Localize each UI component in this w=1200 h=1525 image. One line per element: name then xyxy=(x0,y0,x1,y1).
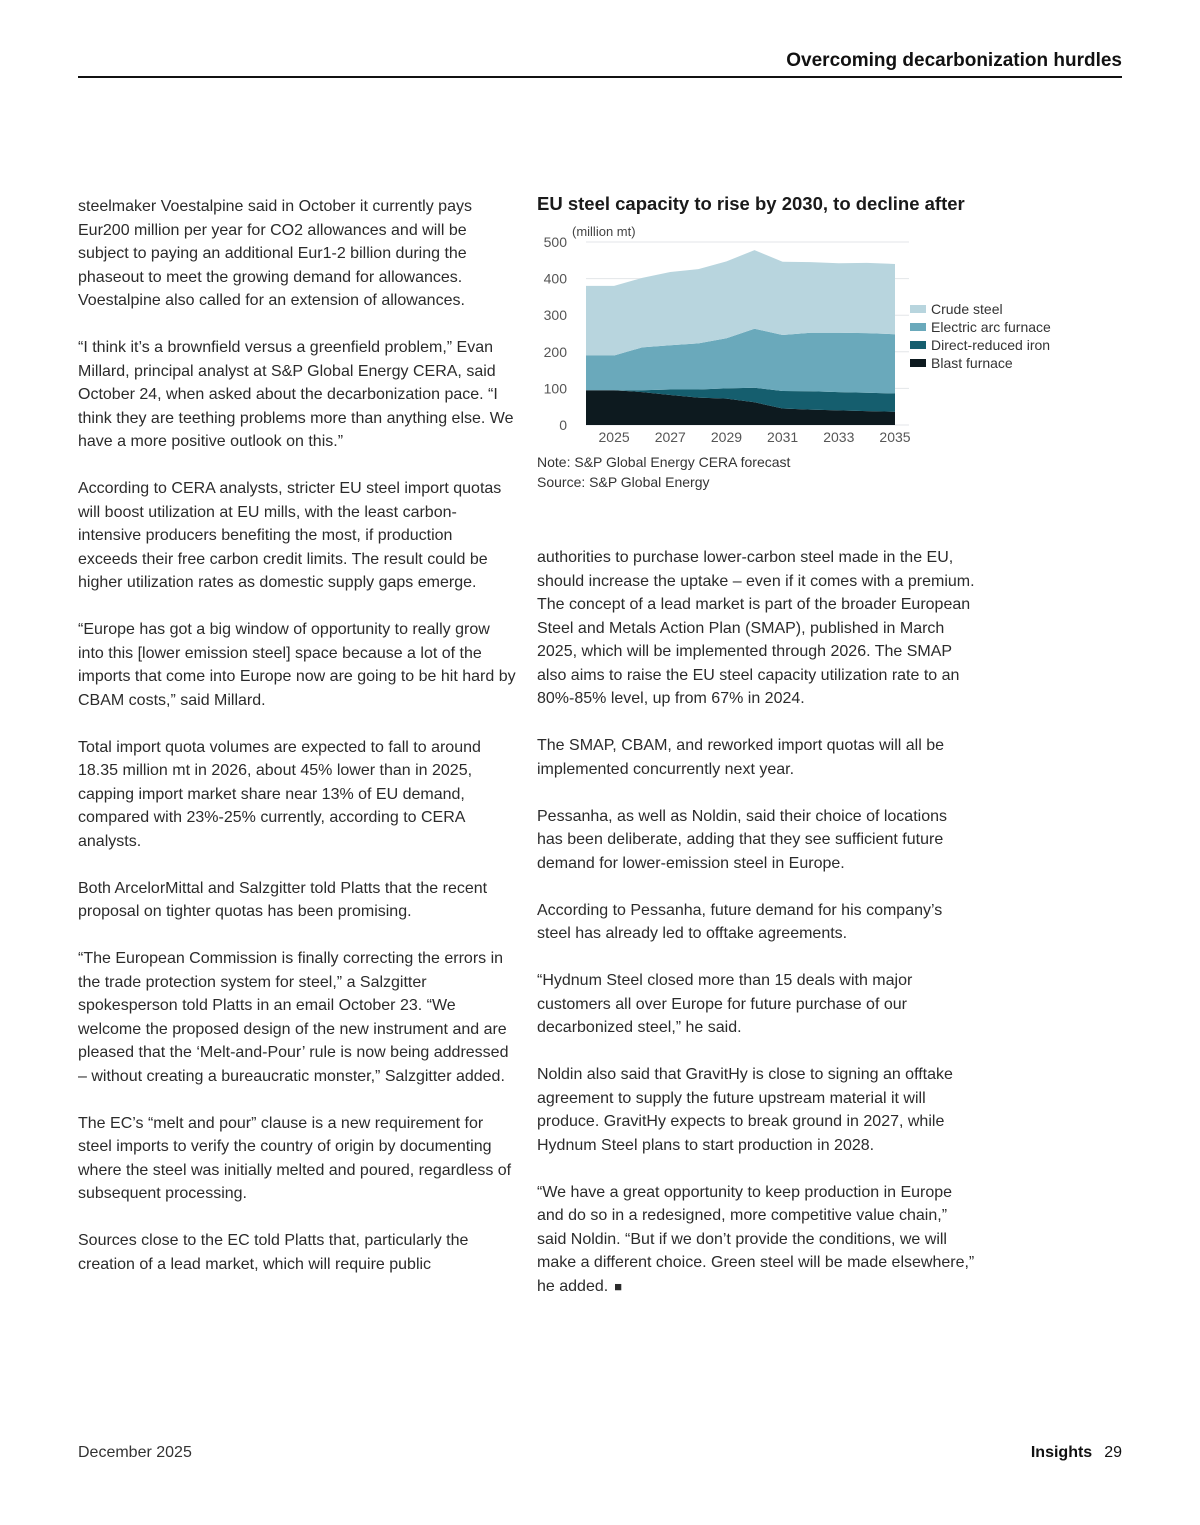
paragraph: The EC’s “melt and pour” clause is a new requirement for steel imports to verify the country of origin by documenting where the steel was initially melted and poured, regardless of subsequent processing. xyxy=(78,1114,512,1202)
y-tick-label: 200 xyxy=(543,343,567,360)
legend-label: Blast furnace xyxy=(931,355,1013,371)
end-mark-icon: ■ xyxy=(614,1278,623,1294)
paragraph: According to CERA analysts, stricter EU steel import quotas will boost utilization at EU mills, with the least carbon-intensive producers benefiting the most, if production exceeds their free carbon credit limits. The result could be higher utilization rates as domestic supply gaps emerge. xyxy=(78,480,502,591)
paragraph xyxy=(537,1181,977,1299)
footer-section: Insights xyxy=(1030,1444,1093,1461)
x-tick-label: 2035 xyxy=(879,429,911,445)
paragraph: “I think it’s a brownfield versus a greenfield problem,” Evan Millard, principal analyst at S&P Global Energy CERA, said October 24, when asked about the decarbonization pace. “I think they are teething problems more than anything else. We have a more positive outlook on this.” xyxy=(78,339,514,450)
paragraph: Noldin also said that GravitHy is close to signing an offtake agreement to supply the future upstream material it will produce. GravitHy expects to break ground in 2027, while Hydnum Steel plans to start production in 2028. xyxy=(537,1066,953,1154)
capacity-chart xyxy=(537,193,1077,503)
x-tick-label: 2031 xyxy=(767,429,799,445)
chart-note: Note: S&P Global Energy CERA forecast xyxy=(537,454,791,470)
section-header-title: Overcoming decarbonization hurdles xyxy=(786,50,1122,71)
paragraph: The SMAP, CBAM, and reworked import quotas will all be implemented concurrently next year. xyxy=(537,737,944,778)
legend-label: Crude steel xyxy=(931,301,1003,317)
legend-swatch xyxy=(910,305,926,313)
footer-page-info xyxy=(1031,1444,1122,1462)
x-tick-label: 2025 xyxy=(598,429,630,445)
y-tick-label: 300 xyxy=(543,307,567,324)
y-tick-label: 0 xyxy=(559,417,567,433)
legend-swatch xyxy=(910,359,926,367)
page-number: 29 xyxy=(1104,1444,1122,1461)
paragraph: authorities to purchase lower-carbon steel made in the EU, should increase the uptake – even if it comes with a premium. The concept of a lead market is part of the broader European Steel and Metals Action Plan (SMAP), published in March 2025, which will be implemented through 2026. The SMAP also aims to raise the EU steel capacity utilization rate to an 80%-85% level, up from 67% in 2024. xyxy=(537,549,975,707)
legend-item-crude-steel xyxy=(910,300,1051,318)
x-tick-label: 2033 xyxy=(823,429,855,445)
legend-item-direct-reduced-iron xyxy=(910,336,1051,354)
legend-swatch xyxy=(910,341,926,349)
paragraph: Sources close to the EC told Platts that, particularly the creation of a lead market, which will require public xyxy=(78,1232,469,1273)
chart-legend xyxy=(910,300,1051,372)
legend-label: Electric arc furnace xyxy=(931,319,1051,335)
paragraph: “Hydnum Steel closed more than 15 deals with major customers all over Europe for future purchase of our decarbonized steel,” he said. xyxy=(537,972,913,1036)
paragraph: “The European Commission is finally correcting the errors in the trade protection system for steel,” a Salzgitter spokesperson told Platts in an email October 23. “We welcome the proposed design of the new instrument and are pleased that the ‘Melt-and-Pour’ rule is now being addressed – without creating a bureaucratic monster,” Salzgitter added. xyxy=(78,950,509,1085)
paragraph: “Europe has got a big window of opportunity to really grow into this [lower emission steel] space because a lot of the imports that come into Europe now are going to be hit hard by CBAM costs,” said Millard. xyxy=(78,621,516,709)
chart-title: EU steel capacity to rise by 2030, to decline after xyxy=(537,193,965,214)
paragraph-text: “We have a great opportunity to keep production in Europe and do so in a redesigned, more competitive value chain,” said Noldin. “But if we don’t provide the conditions, we will make a different choice. Green steel will be made elsewhere,” he added. xyxy=(537,1183,975,1295)
x-tick-label: 2027 xyxy=(654,429,686,445)
paragraph: Total import quota volumes are expected to fall to around 18.35 million mt in 2026, about 45% lower than in 2025, capping import market share near 13% of EU demand, compared with 23%-25% currently, according to CERA analysts. xyxy=(78,738,481,850)
paragraph: Both ArcelorMittal and Salzgitter told Platts that the recent proposal on tighter quotas has been promising. xyxy=(78,879,488,920)
footer-date: December 2025 xyxy=(78,1444,192,1461)
legend-swatch xyxy=(910,323,926,331)
y-tick-label: 100 xyxy=(543,380,567,397)
legend-label: Direct-reduced iron xyxy=(931,337,1051,353)
x-tick-label: 2029 xyxy=(710,429,743,445)
paragraph: According to Pessanha, future demand for his company’s steel has already led to offtake agreements. xyxy=(537,901,943,942)
chart-source: Source: S&P Global Energy xyxy=(537,474,710,490)
legend-item-blast-furnace xyxy=(910,354,1051,372)
paragraph: Pessanha, as well as Noldin, said their choice of locations has been deliberate, adding that they see sufficient future demand for lower-emission steel in Europe. xyxy=(537,807,947,872)
chart-unit-label: (million mt) xyxy=(572,224,636,239)
right-column xyxy=(537,546,977,1298)
legend-item-electric-arc-furnace xyxy=(910,318,1051,336)
header-rule xyxy=(78,76,1122,78)
y-tick-label: 400 xyxy=(543,270,567,287)
left-column xyxy=(78,195,516,1276)
paragraph: steelmaker Voestalpine said in October it currently pays Eur200 million per year for CO2 allowances and will be subject to paying an additional Eur1-2 billion during the phaseout to meet the growing demand for allowances. Voestalpine also called for an extension of allowances. xyxy=(78,198,472,309)
y-tick-label: 500 xyxy=(543,234,567,250)
